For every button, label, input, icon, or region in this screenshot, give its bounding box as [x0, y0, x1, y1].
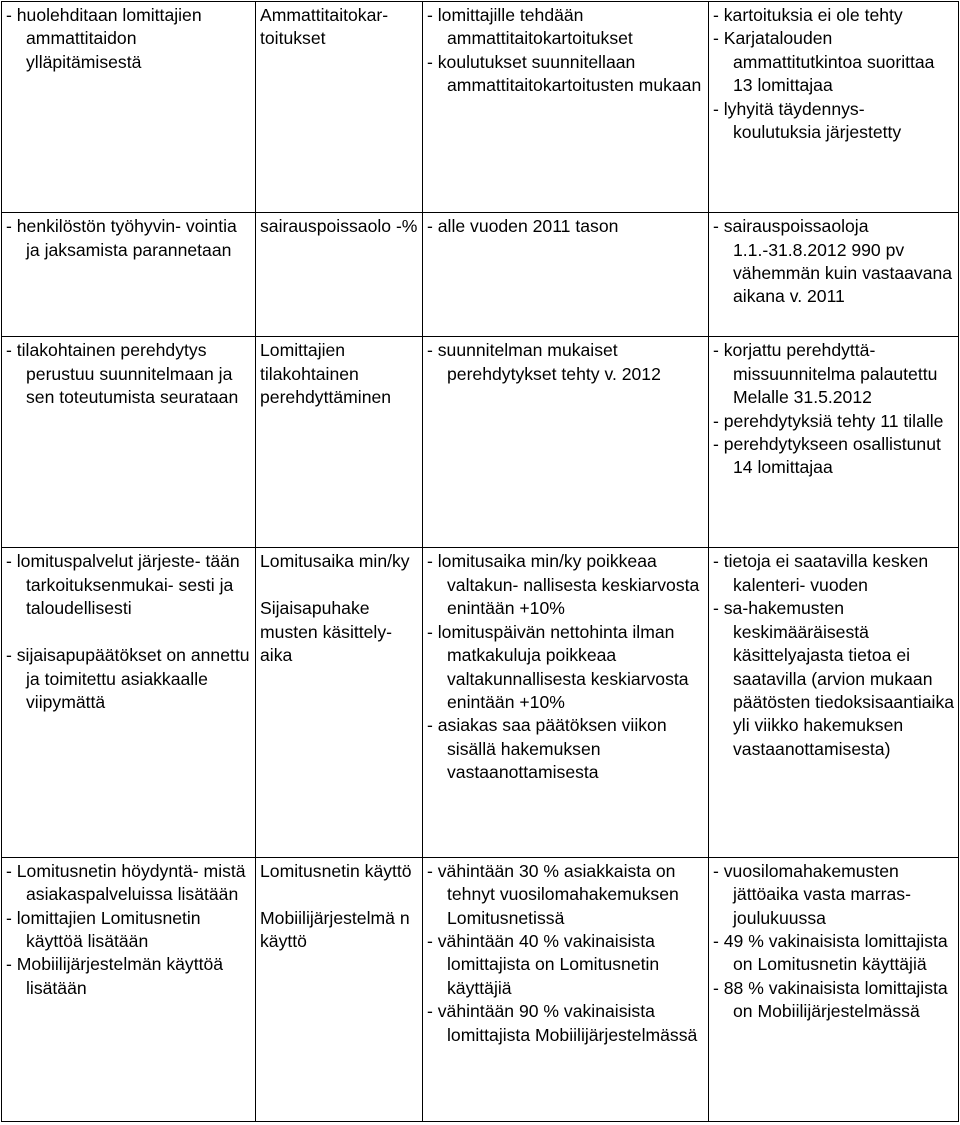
goal-cell [2, 213, 256, 337]
indicator-item: Lomitusnetin käyttö [260, 860, 412, 881]
goal-item: - Mobiilijärjestelmän käyttöä lisätään [6, 954, 224, 998]
target-item: - lomittajille tehdään ammattitaitokartoitukset [427, 5, 633, 49]
target-cell [423, 548, 709, 857]
table-row [2, 857, 959, 1121]
target-item: - asiakas saa päätöksen viikon sisällä hakemuksen vastaanottamisesta [427, 715, 667, 783]
target-item: - vähintään 90 % vakinaisista lomittajista Mobiilijärjestelmässä [427, 1001, 698, 1045]
result-item: - vuosilomahakemusten jättöaika vasta marras-joulukuussa [713, 860, 911, 928]
goal-item: - Lomitusnetin höydyntä- mistä asiakaspalveluissa lisätään [6, 860, 246, 905]
goal-cell [2, 2, 256, 213]
indicator-cell [256, 2, 423, 213]
target-item: - lomituspäivän nettohinta ilman matkakuluja poikkeaa valtakunnallisesta keskiarvosta enintään +10% [427, 621, 689, 712]
goal-item: - huolehditaan lomittajien ammattitaidon ylläpitämisestä [6, 5, 202, 72]
target-item: - suunnitelman mukaiset perehdytykset tehty v. 2012 [427, 340, 661, 384]
goal-item: - lomittajien Lomitusnetin käyttöä lisätään [6, 907, 201, 951]
target-item: - lomitusaika min/ky poikkeaa valtakun- nallisesta keskiarvosta enintään +10% [427, 551, 700, 619]
result-cell [709, 2, 959, 213]
indicator-cell [256, 337, 423, 548]
goal-item: - lomituspalvelut järjeste- tään tarkoituksenmukai- sesti ja taloudellisesti [6, 551, 240, 619]
target-cell [423, 2, 709, 213]
target-cell [423, 857, 709, 1121]
result-item: - korjattu perehdyttä- missuunnitelma palautettu Melalle 31.5.2012 [713, 340, 938, 408]
indicator-item: Mobiilijärjestelmä n käyttö [260, 907, 410, 951]
indicator-item: Sijaisapuhake musten käsittely- aika [260, 598, 392, 666]
result-item: - perehdytyksiä tehty 11 tilalle [713, 410, 944, 431]
target-item: - vähintään 40 % vakinaisista lomittajista on Lomitusnetin käyttäjiä [427, 930, 660, 998]
result-item: - Karjatalouden ammattitutkintoa suorittaa 13 lomittajaa [713, 28, 935, 96]
results-table [1, 1, 959, 1122]
result-item: - tietoja ei saatavilla kesken kalenteri- vuoden [713, 551, 929, 595]
indicator-cell [256, 213, 423, 337]
goal-item: - sijaisapupäätökset on annettu ja toimitettu asiakkaalle viipymättä [6, 645, 250, 712]
target-item: - vähintään 30 % asiakkaista on tehnyt vuosilomahakemuksen Lomitusnetissä [427, 860, 679, 928]
result-cell [709, 213, 959, 337]
goal-item: - henkilöstön työhyvin- vointia ja jaksamista parannetaan [6, 216, 237, 260]
table-row [2, 337, 959, 548]
table-row [2, 2, 959, 213]
result-cell [709, 548, 959, 857]
indicator-item: Lomittajien tilakohtainen perehdyttäminen [260, 340, 392, 408]
result-item: - 88 % vakinaisista lomittajista on Mobiilijärjestelmässä [713, 977, 948, 1022]
result-item: - lyhyitä täydennys- koulutuksia järjestetty [713, 98, 902, 143]
result-item: - kartoituksia ei ole tehty [713, 5, 903, 25]
target-cell [423, 213, 709, 337]
goal-cell [2, 337, 256, 548]
table-row [2, 548, 959, 857]
result-cell [709, 857, 959, 1121]
target-item: - koulutukset suunnitellaan ammattitaitokartoitusten mukaan [427, 51, 702, 96]
goal-cell [2, 857, 256, 1121]
target-cell [423, 337, 709, 548]
indicator-item: Lomitusaika min/ky [260, 551, 410, 572]
goal-cell [2, 548, 256, 857]
result-item: - 49 % vakinaisista lomittajista on Lomitusnetin käyttäjiä [713, 930, 948, 975]
result-item: - sa-hakemusten keskimääräisestä käsittelyajasta tietoa ei saatavilla (arvion mukaan päätösten tiedoksisaantiaika yli viikko hakemuksen vastaanottamisesta) [713, 598, 955, 759]
indicator-item: sairauspoissaolo -% [260, 216, 418, 237]
result-item: - perehdytykseen osallistunut 14 lomittajaa [713, 433, 941, 478]
indicator-item: Ammattitaitokar- toitukset [260, 5, 389, 49]
goal-item: - tilakohtainen perehdytys perustuu suunnitelmaan ja sen toteutumista seurataan [6, 340, 239, 408]
target-item: - alle vuoden 2011 tason [427, 216, 619, 237]
result-cell [709, 337, 959, 548]
result-item: - sairauspoissaoloja 1.1.-31.8.2012 990 pv vähemmän kuin vastaavana aikana v. 2011 [713, 216, 953, 307]
indicator-cell [256, 857, 423, 1121]
table-row [2, 213, 959, 337]
indicator-cell [256, 548, 423, 857]
